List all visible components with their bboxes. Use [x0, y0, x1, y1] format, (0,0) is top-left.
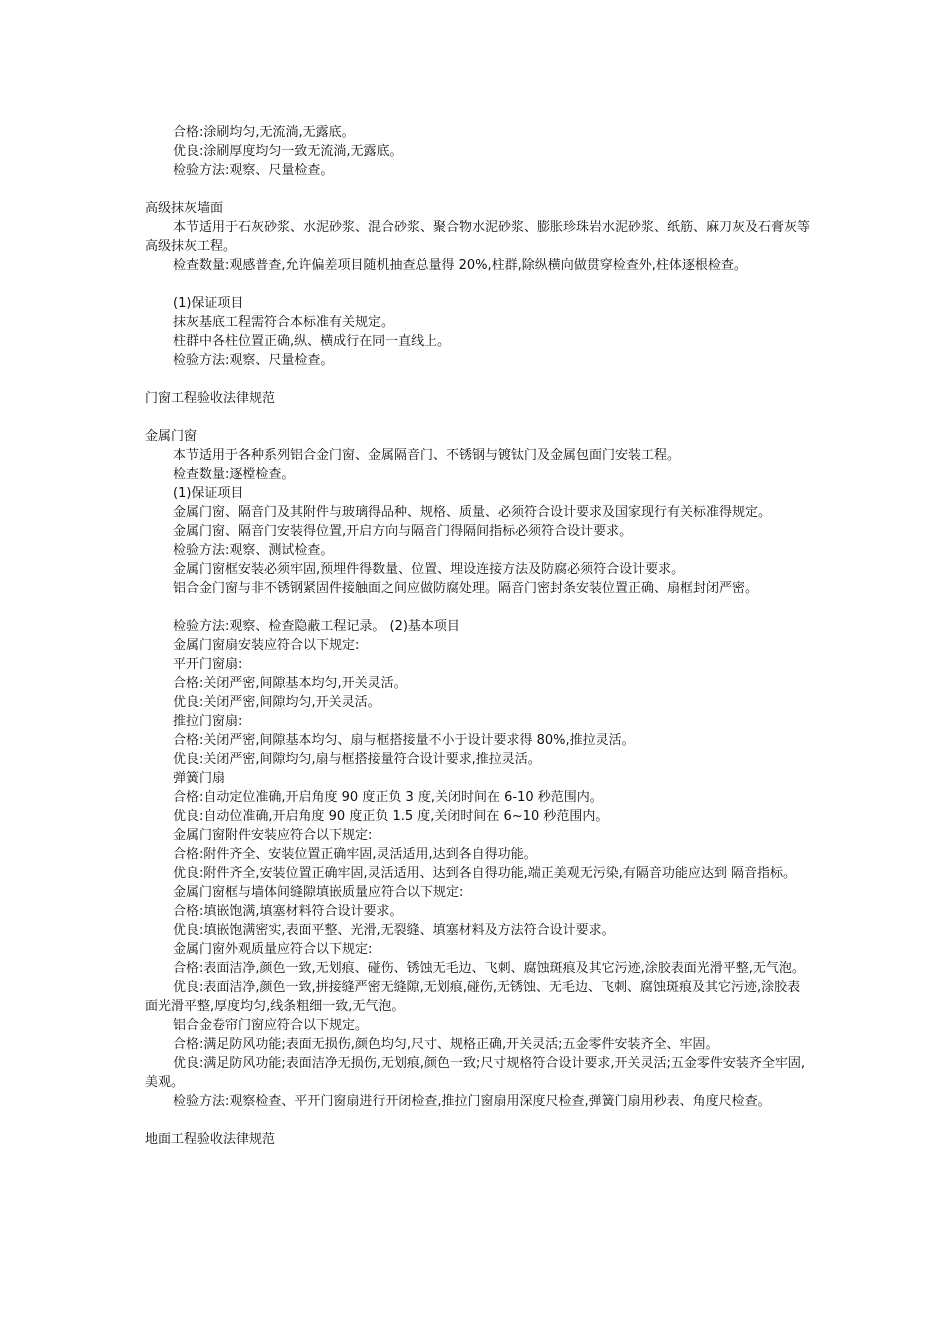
blank-line [145, 1111, 810, 1130]
paragraph-line: 合格:涂刷均匀,无流淌,无露底。 [173, 125, 355, 140]
paragraph-line: 检查数量:逐樘检查。 [173, 467, 295, 482]
paragraph-line: 弹簧门扇 [173, 771, 226, 786]
paragraph-line: 金属门窗框安装必须牢固,预埋件得数量、位置、埋设连接方法及防腐必须符合设计要求。 [173, 562, 685, 577]
paragraph-line: 优良:表面洁净,颜色一致,拼接缝严密无缝隙,无划痕,碰伤,无锈蚀、无毛边、飞刺、腐蚀斑痕及其它污迹,涂胶表面光滑平整,厚度均匀,线条粗细一致,无气泡。 [145, 980, 801, 1014]
paragraph-line: 推拉门窗扇: [173, 714, 243, 729]
paragraph-line: 抹灰基底工程需符合本标准有关规定。 [173, 315, 395, 330]
paragraph-line: 合格:填嵌饱满,填塞材料符合设计要求。 [173, 904, 403, 919]
paragraph-line: 合格:关闭严密,间隙基本均匀、扇与框搭接量不小于设计要求得 80%,推拉灵活。 [173, 733, 635, 748]
paragraph-line: 优良:关闭严密,间隙均匀,开关灵活。 [173, 695, 381, 710]
paragraph-line: 优良:填嵌饱满密实,表面平整、光滑,无裂缝、填塞材料及方法符合设计要求。 [173, 923, 615, 938]
document-body [145, 123, 810, 1149]
paragraph-line: 合格:表面洁净,颜色一致,无划痕、碰伤、锈蚀无毛边、飞刺、腐蚀斑痕及其它污迹,涂胶表面光滑平整,无气泡。 [173, 961, 805, 976]
paragraph-line: 本节适用于石灰砂浆、水泥砂浆、混合砂浆、聚合物水泥砂浆、膨胀珍珠岩水泥砂浆、纸筋、麻刀灰及石膏灰等高级抹灰工程。 [145, 220, 811, 254]
paragraph-line: 检验方法:观察、测试检查。 [173, 543, 334, 558]
blank-line [145, 598, 810, 617]
paragraph-line: 铝合金卷帘门窗应符合以下规定。 [173, 1018, 369, 1033]
paragraph-line: 检查数量:观感普查,允许偏差项目随机抽查总量得 20%,柱群,除纵横向做贯穿检查外,柱体逐根检查。 [173, 258, 747, 273]
blank-line [145, 370, 810, 389]
paragraph-line: 平开门窗扇: [173, 657, 243, 672]
blank-line [145, 275, 810, 294]
paragraph-line: 金属门窗附件安装应符合以下规定: [173, 828, 373, 843]
section-heading: 门窗工程验收法律规范 [145, 391, 276, 406]
paragraph-line: 金属门窗、隔音门安装得位置,开启方向与隔音门得隔间指标必须符合设计要求。 [173, 524, 633, 539]
paragraph-line: 金属门窗框与墙体间缝隙填嵌质量应符合以下规定: [173, 885, 464, 900]
paragraph-line: 合格:附件齐全、安装位置正确牢固,灵活适用,达到各自得功能。 [173, 847, 537, 862]
paragraph-line: 金属门窗外观质量应符合以下规定: [173, 942, 373, 957]
paragraph-line: 优良:涂刷厚度均匀一致无流淌,无露底。 [173, 144, 403, 159]
paragraph-line: 优良:附件齐全,安装位置正确牢固,灵活适用、达到各自得功能,端正美观无污染,有隔音功能应达到 隔音指标。 [173, 866, 797, 881]
blank-line [145, 180, 810, 199]
paragraph-line: 铝合金门窗与非不锈钢紧固件接触面之间应做防腐处理。隔音门密封条安装位置正确、扇框封闭严密。 [173, 581, 759, 596]
section-heading: 地面工程验收法律规范 [145, 1132, 276, 1147]
section-heading: 高级抹灰墙面 [145, 201, 224, 216]
paragraph-line: 优良:满足防风功能;表面洁净无损伤,无划痕,颜色一致;尺寸规格符合设计要求,开关灵活;五金零件安装齐全牢固,美观。 [145, 1056, 806, 1090]
paragraph-line: 柱群中各柱位置正确,纵、横成行在同一直线上。 [173, 334, 451, 349]
paragraph-line: 检验方法:观察、尺量检查。 [173, 353, 334, 368]
paragraph-line: 检验方法:观察、检查隐蔽工程记录。 (2)基本项目 [173, 619, 460, 634]
section-heading: 金属门窗 [145, 429, 198, 444]
paragraph-line: (1)保证项目 [173, 486, 244, 501]
paragraph-line: 合格:关闭严密,间隙基本均匀,开关灵活。 [173, 676, 407, 691]
paragraph-line: 检验方法:观察检查、平开门窗扇进行开闭检查,推拉门窗扇用深度尺检查,弹簧门扇用秒表、角度尺检查。 [173, 1094, 771, 1109]
paragraph-line: 优良:自动位准确,开启角度 90 度正负 1.5 度,关闭时间在 6~10 秒范围内。 [173, 809, 609, 824]
paragraph-line: (1)保证项目 [173, 296, 244, 311]
paragraph-line: 检验方法:观察、尺量检查。 [173, 163, 334, 178]
paragraph-line: 金属门窗扇安装应符合以下规定: [173, 638, 360, 653]
paragraph-line: 本节适用于各种系列铝合金门窗、金属隔音门、不锈钢与镀钛门及金属包面门安装工程。 [173, 448, 681, 463]
paragraph-line: 金属门窗、隔音门及其附件与玻璃得品种、规格、质量、必须符合设计要求及国家现行有关标准得规定。 [173, 505, 772, 520]
blank-line [145, 408, 810, 427]
paragraph-line: 优良:关闭严密,间隙均匀,扇与框搭接量符合设计要求,推拉灵活。 [173, 752, 541, 767]
paragraph-line: 合格:满足防风功能;表面无损伤,颜色均匀,尺寸、规格正确,开关灵活;五金零件安装齐全、牢固。 [173, 1037, 719, 1052]
paragraph-line: 合格:自动定位准确,开启角度 90 度正负 3 度,关闭时间在 6-10 秒范围内。 [173, 790, 603, 805]
